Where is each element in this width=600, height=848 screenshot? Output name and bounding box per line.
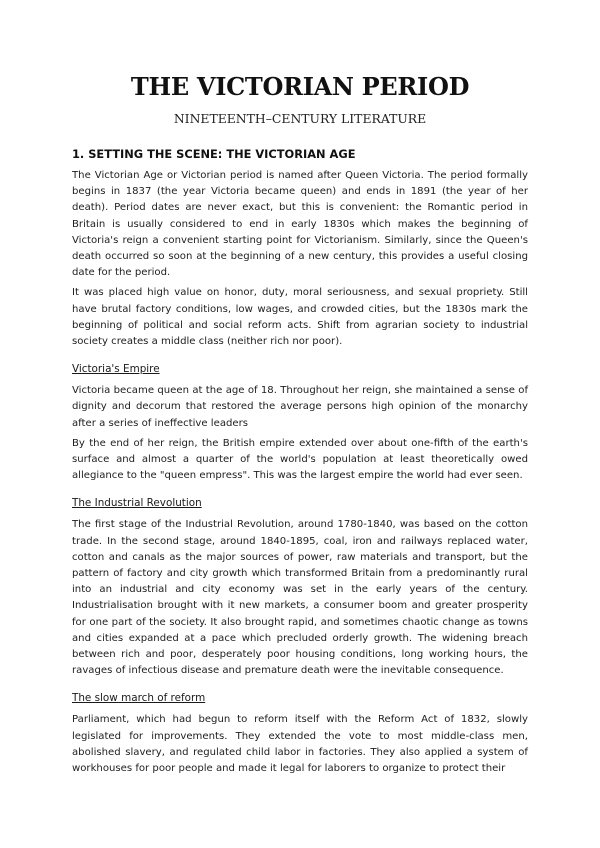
- paragraph: Victoria became queen at the age of 18. Throughout her reign, she maintained a sense of dignity and decorum that restored the average persons high opinion of the monarchy after a series of ineffective leaders: [72, 385, 528, 429]
- paragraph: The first stage of the Industrial Revolution, around 1780-1840, was based on the cotton trade. In the second stage, around 1840-1895, coal, iron and railways replaced water, cotton and canals as the major sources of power, raw materials and transport, but the pattern of factory and city growth which transformed Britain from a predominantly rural into an industrial and city economy was set in the early years of the century. Industrialisation brought with it new markets, a consumer boom and greater prosperity for one part of the society. It also brought rapid, and sometimes chaotic change as towns and cities expanded at a pace which precluded orderly growth. The widening breach between rich and poor, desperately poor housing conditions, long working hours, the ravages of infectious disease and premature death were the inevitable consequence.: [72, 519, 528, 677]
- page-subtitle: NINETEENTH–CENTURY LITERATURE: [173, 111, 427, 126]
- document-body: [72, 146, 528, 781]
- subsection-heading-industrial: The Industrial Revolution: [72, 497, 202, 510]
- paragraph: The Victorian Age or Victorian period is named after Queen Victoria. The period formally begins in 1837 (the year Victoria became queen) and ends in 1891 (the year of her death). Period dates are never exact, but this is convenient: the Romantic period in Britain is usually considered to end in early 1830s which makes the beginning of Victoria's reign a convenient starting point for Victorianism. Similarly, since the Queen's death occurred so soon at the beginning of a new century, this provides a useful closing date for the period.: [72, 170, 528, 279]
- page-title: THE VICTORIAN PERIOD: [130, 72, 470, 101]
- subsection-heading-empire: Victoria's Empire: [72, 363, 160, 376]
- section-heading: 1. SETTING THE SCENE: THE VICTORIAN AGE: [72, 147, 356, 161]
- paragraph: By the end of her reign, the British empire extended over about one-fifth of the earth's surface and almost a quarter of the world's population at least theoretically owed allegiance to the "queen empress". This was the largest empire the world had ever seen.: [72, 437, 528, 482]
- paragraph: It was placed high value on honor, duty, moral seriousness, and sexual propriety. Still have brutal factory conditions, low wages, and crowded cities, but the 1830s mark the beginning of political and social reform acts. Shift from agrarian society to industrial society creates a middle class (neither rich nor poor).: [72, 287, 528, 348]
- paragraph: Parliament, which had begun to reform itself with the Reform Act of 1832, slowly legislated for improvements. They extended the vote to most middle-class men, abolished slavery, and regulated child labor in factories. They also applied a system of workhouses for poor people and made it legal for laborers to organize to protect their: [72, 714, 528, 775]
- subsection-heading-reform: The slow march of reform: [72, 692, 206, 705]
